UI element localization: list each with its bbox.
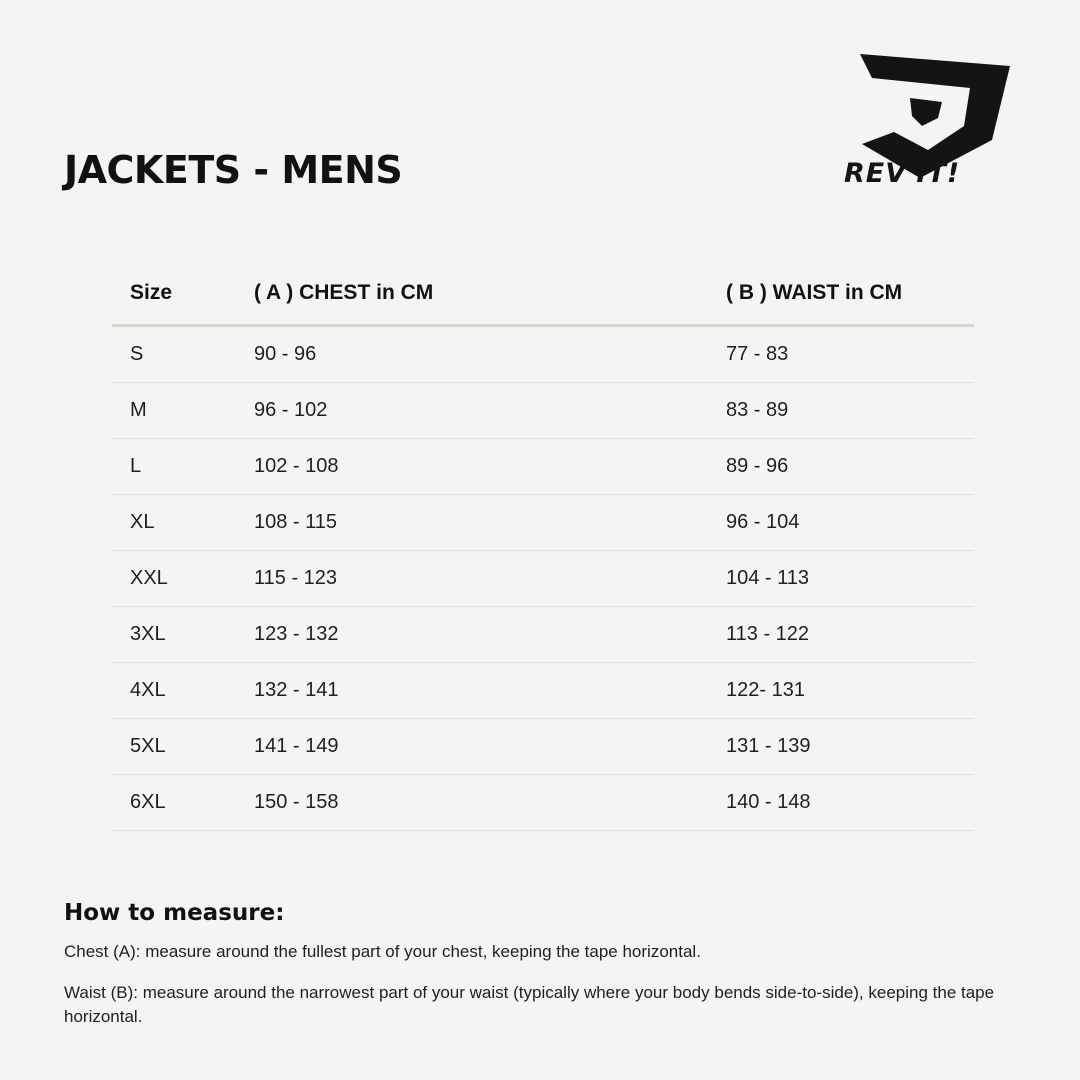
cell-size: M — [112, 383, 236, 439]
cell-size: 3XL — [112, 607, 236, 663]
cell-chest: 141 - 149 — [236, 719, 708, 775]
cell-waist: 89 - 96 — [708, 439, 974, 495]
cell-size: XXL — [112, 551, 236, 607]
chest-measure-text: Chest (A): measure around the fullest part of your chest, keeping the tape horizontal. — [64, 942, 701, 961]
cell-chest: 150 - 158 — [236, 775, 708, 831]
table-row — [112, 551, 974, 607]
table-row — [112, 607, 974, 663]
table-row — [112, 775, 974, 831]
cell-waist: 104 - 113 — [708, 551, 974, 607]
cell-size: L — [112, 439, 236, 495]
cell-size: S — [112, 326, 236, 383]
table-row — [112, 439, 974, 495]
column-header-waist: ( B ) WAIST in CM — [708, 262, 974, 326]
cell-chest: 132 - 141 — [236, 663, 708, 719]
cell-chest: 90 - 96 — [236, 326, 708, 383]
table-row — [112, 663, 974, 719]
brand-logo — [842, 48, 1022, 198]
table-row — [112, 383, 974, 439]
how-to-measure-title: How to measure: — [64, 900, 285, 926]
cell-size: XL — [112, 495, 236, 551]
table-header-row — [112, 262, 974, 326]
cell-waist: 131 - 139 — [708, 719, 974, 775]
table-row — [112, 495, 974, 551]
cell-chest: 108 - 115 — [236, 495, 708, 551]
svg-text:REV'IT!: REV'IT! — [844, 158, 961, 189]
table-body — [112, 326, 974, 831]
waist-measure-text: Waist (B): measure around the narrowest part of your waist (typically where your body bends side-to-side), keeping the tape horizontal. — [64, 982, 995, 1027]
cell-chest: 123 - 132 — [236, 607, 708, 663]
column-header-size: Size — [112, 262, 236, 326]
cell-waist: 122- 131 — [708, 663, 974, 719]
cell-waist: 96 - 104 — [708, 495, 974, 551]
column-header-chest: ( A ) CHEST in CM — [236, 262, 708, 326]
cell-waist: 83 - 89 — [708, 383, 974, 439]
cell-chest: 96 - 102 — [236, 383, 708, 439]
cell-size: 6XL — [112, 775, 236, 831]
how-to-measure-section — [64, 900, 1016, 1030]
cell-chest: 115 - 123 — [236, 551, 708, 607]
table-header — [112, 262, 974, 326]
cell-waist: 140 - 148 — [708, 775, 974, 831]
page-title: JACKETS - MENS — [64, 148, 403, 192]
cell-size: 4XL — [112, 663, 236, 719]
cell-waist: 113 - 122 — [708, 607, 974, 663]
revit-chevron-logo-icon — [842, 48, 1022, 198]
cell-chest: 102 - 108 — [236, 439, 708, 495]
table-row — [112, 719, 974, 775]
cell-size: 5XL — [112, 719, 236, 775]
cell-waist: 77 - 83 — [708, 326, 974, 383]
size-table — [112, 262, 974, 831]
table-row — [112, 326, 974, 383]
